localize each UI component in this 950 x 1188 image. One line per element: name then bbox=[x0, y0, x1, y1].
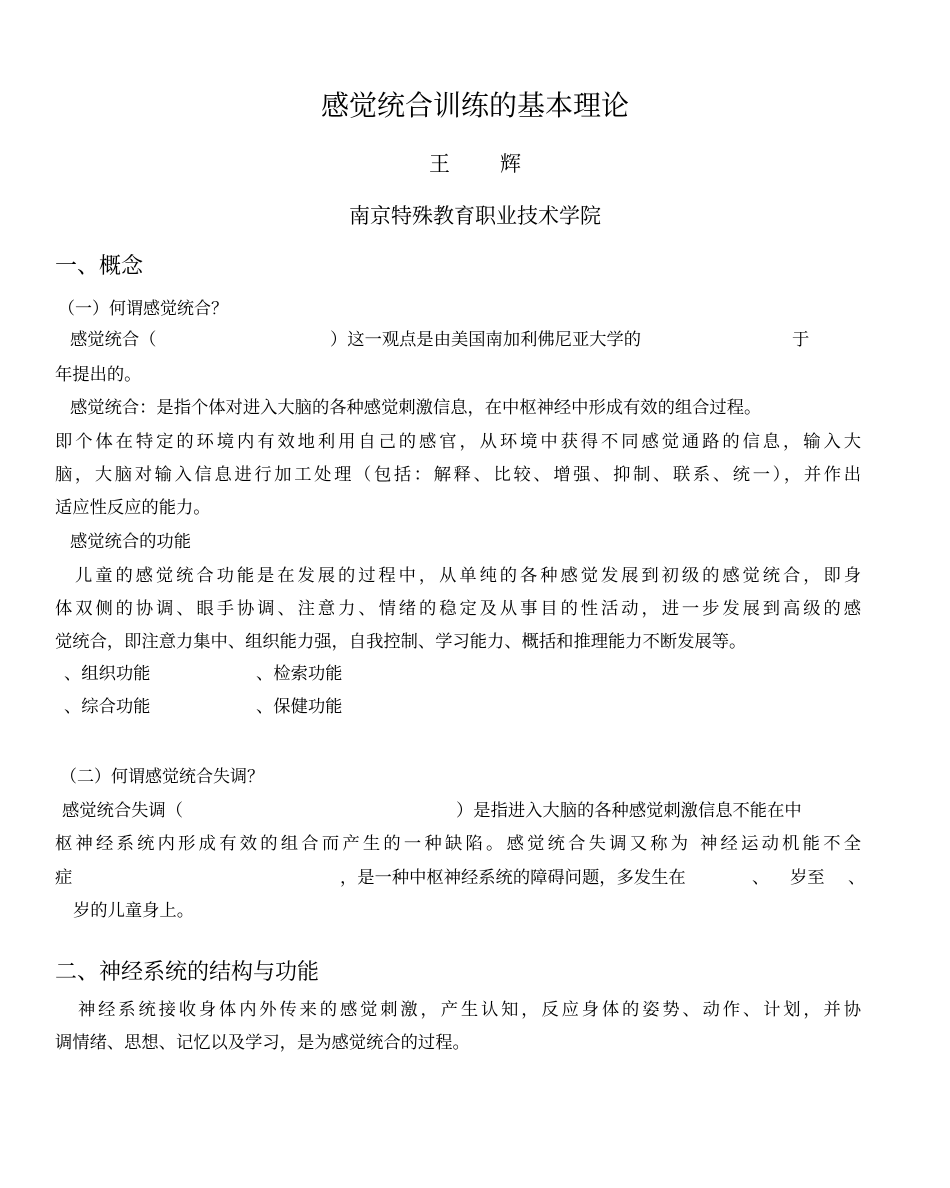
author-name bbox=[0, 150, 950, 178]
origin-text-a: 感觉统合（ bbox=[70, 330, 157, 350]
dysfunction-line: 枢神经系统内形成有效的组合而产生的一种缺陷。感觉统合失调又称为 神经运动机能不全 bbox=[55, 834, 861, 854]
function-item: 、组织功能 bbox=[64, 664, 151, 684]
definition-line: 即个体在特定的环境内有效地利用自己的感官，从环境中获得不同感觉通路的信息，输入大 bbox=[55, 432, 861, 452]
dysfunction-text-a: 感觉统合失调（ bbox=[62, 801, 183, 821]
function-paragraph-line: 觉统合，即注意力集中、组织能力强，自我控制、学习能力、概括和推理能力不断发展等。 bbox=[55, 632, 747, 652]
function-item: 、综合功能 bbox=[64, 697, 151, 717]
institution: 南京特殊教育职业技术学院 bbox=[349, 204, 601, 228]
document-title: 感觉统合训练的基本理论 bbox=[320, 89, 629, 122]
dysfunction-text-g: 、 bbox=[848, 868, 866, 888]
function-heading: 感觉统合的功能 bbox=[70, 532, 191, 552]
dysfunction-text-f: 岁至 bbox=[790, 868, 825, 888]
dysfunction-text-c: 症 bbox=[55, 868, 73, 888]
author-given: 王 bbox=[429, 152, 450, 176]
origin-text-line2: 年提出的。 bbox=[55, 365, 142, 385]
function-paragraph-line: 体双侧的协调、眼手协调、注意力、情绪的稳定及从事目的性活动，进一步发展到高级的感 bbox=[55, 599, 861, 619]
section2-paragraph-line: 神经系统接收身体内外传来的感觉刺激，产生认知，反应身体的姿势、动作、计划，并协 bbox=[78, 1000, 861, 1020]
definition-line: 感觉统合：是指个体对进入大脑的各种感觉刺激信息，在中枢神经中形成有效的组合过程。 bbox=[70, 398, 762, 418]
function-item: 、保健功能 bbox=[256, 697, 343, 717]
subsection-heading-2: （二）何谓感觉统合失调？ bbox=[60, 767, 264, 787]
section2-paragraph-line: 调情绪、思想、记忆以及学习，是为感觉统合的过程。 bbox=[55, 1033, 470, 1053]
definition-line: 脑，大脑对输入信息进行加工处理（包括：解释、比较、增强、抑制、联系、统一），并作出 bbox=[55, 465, 861, 485]
dysfunction-text-d: ，是一种中枢神经系统的障碍问题，多发生在 bbox=[340, 868, 686, 888]
function-paragraph-line: 儿童的感觉统合功能是在发展的过程中，从单纯的各种感觉发展到初级的感觉统合，即身 bbox=[75, 566, 861, 586]
dysfunction-text-e: 、 bbox=[752, 868, 770, 888]
subsection-heading-1: （一）何谓感觉统合？ bbox=[58, 299, 228, 319]
author-family: 辉 bbox=[500, 152, 521, 176]
function-item: 、检索功能 bbox=[256, 664, 343, 684]
dysfunction-line: 岁的儿童身上。 bbox=[73, 901, 194, 921]
section-heading-1: 一、概念 bbox=[55, 254, 144, 279]
definition-line: 适应性反应的能力。 bbox=[55, 498, 211, 518]
origin-text-c: 于 bbox=[792, 330, 810, 350]
dysfunction-text-b: ）是指进入大脑的各种感觉刺激信息不能在中 bbox=[456, 801, 802, 821]
origin-text-b: ）这一观点是由美国南加利佛尼亚大学的 bbox=[330, 330, 642, 350]
section-heading-2: 二、神经系统的结构与功能 bbox=[55, 960, 320, 985]
